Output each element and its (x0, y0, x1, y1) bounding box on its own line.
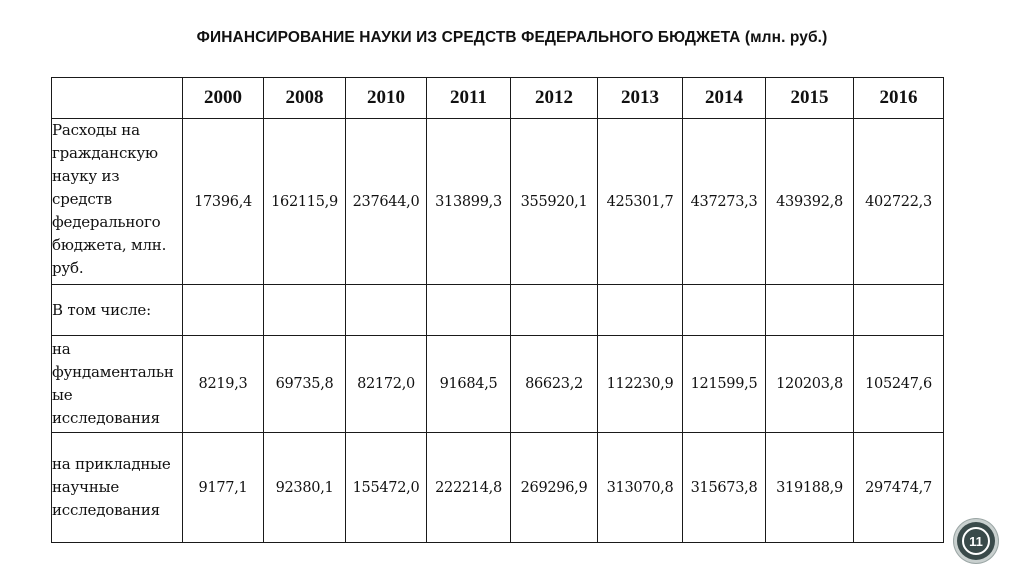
table-cell (183, 285, 264, 336)
header-cell-year: 2008 (264, 78, 346, 119)
table-cell: 402722,3 (854, 119, 944, 285)
table-cell: 237644,0 (346, 119, 427, 285)
header-cell-empty (52, 78, 183, 119)
table-cell: 425301,7 (598, 119, 683, 285)
table-cell: 319188,9 (766, 433, 854, 543)
header-cell-year: 2016 (854, 78, 944, 119)
table-cell (427, 285, 511, 336)
table-cell: 92380,1 (264, 433, 346, 543)
table-cell (511, 285, 598, 336)
header-cell-year: 2011 (427, 78, 511, 119)
table-cell: 120203,8 (766, 336, 854, 433)
header-cell-year: 2015 (766, 78, 854, 119)
header-cell-year: 2000 (183, 78, 264, 119)
table-row-total-spending (52, 119, 944, 285)
page-number-badge (957, 522, 995, 560)
table-cell: 86623,2 (511, 336, 598, 433)
table-cell (346, 285, 427, 336)
header-cell-year: 2012 (511, 78, 598, 119)
table-cell: 69735,8 (264, 336, 346, 433)
header-cell-year: 2014 (683, 78, 766, 119)
table-cell: 297474,7 (854, 433, 944, 543)
row-label: Расходы на гражданскую науку из средств федерального бюджета, млн. руб. (52, 119, 183, 285)
table-cell: 121599,5 (683, 336, 766, 433)
table-cell: 155472,0 (346, 433, 427, 543)
slide-title: ФИНАНСИРОВАНИЕ НАУКИ ИЗ СРЕДСТВ ФЕДЕРАЛЬНОГО БЮДЖЕТА (млн. руб.) (196, 29, 828, 46)
table-cell: 17396,4 (183, 119, 264, 285)
table-row-including (52, 285, 944, 336)
row-label: на фундаментальные исследования (52, 336, 183, 433)
header-cell-year: 2013 (598, 78, 683, 119)
table-cell (683, 285, 766, 336)
table-cell: 9177,1 (183, 433, 264, 543)
table-cell: 112230,9 (598, 336, 683, 433)
table-cell (854, 285, 944, 336)
table-cell: 355920,1 (511, 119, 598, 285)
table-cell (766, 285, 854, 336)
table-cell (598, 285, 683, 336)
table-cell: 105247,6 (854, 336, 944, 433)
table-cell: 269296,9 (511, 433, 598, 543)
funding-table (51, 77, 944, 543)
table-cell: 439392,8 (766, 119, 854, 285)
table-row-fundamental (52, 336, 944, 433)
header-row (52, 78, 944, 119)
page-number: 11 (962, 527, 990, 555)
table-row-applied (52, 433, 944, 543)
table-cell: 162115,9 (264, 119, 346, 285)
table-cell: 313899,3 (427, 119, 511, 285)
table-cell: 315673,8 (683, 433, 766, 543)
table-cell (264, 285, 346, 336)
table-cell: 437273,3 (683, 119, 766, 285)
row-label: на прикладные научные исследования (52, 433, 183, 543)
table-cell: 222214,8 (427, 433, 511, 543)
row-label: В том числе: (52, 285, 183, 336)
table-cell: 91684,5 (427, 336, 511, 433)
table-cell: 82172,0 (346, 336, 427, 433)
table-cell: 8219,3 (183, 336, 264, 433)
header-cell-year: 2010 (346, 78, 427, 119)
table-cell: 313070,8 (598, 433, 683, 543)
